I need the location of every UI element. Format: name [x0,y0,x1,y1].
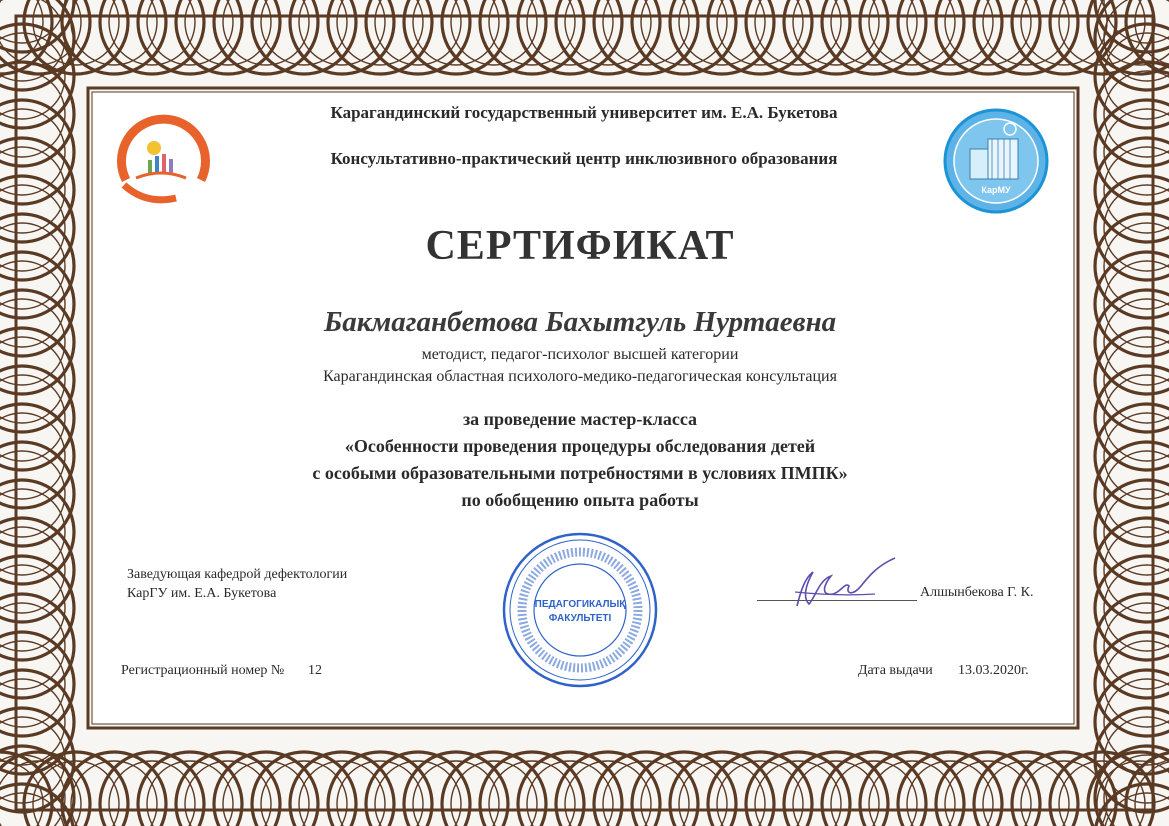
recipient-position: методист, педагог-психолог высшей категории [421,346,739,363]
certificate-title: СЕРТИФИКАТ [425,223,735,269]
faculty-stamp [500,530,660,690]
recipient-organization: Карагандинская областная психолого-медико-педагогическая консультация [323,368,837,385]
issue-date-value: 13.03.2020г. [958,663,1029,678]
reason-line-4: по обобщению опыта работы [461,490,699,510]
registration-label: Регистрационный номер № [121,663,285,678]
signatory-title-line-2: КарГУ им. Е.А. Букетова [127,586,277,601]
university-emblem [942,107,1050,215]
emblem-label: КарМУ [981,185,1011,195]
recipient-name: Бакмаганбетова Бахытгуль Нуртаевна [323,306,837,338]
stamp-text-line-1: ПЕДАГОГИКАЛЫҚ [534,599,626,610]
reason-line-2: «Особенности проведения процедуры обследования детей [344,436,816,456]
inclusive-center-logo [106,110,216,205]
reason-line-3: с особыми образовательными потребностями в условиях ПМПК» [312,463,848,483]
center-name: Консультативно-практический центр инклюзивного образования [330,149,838,168]
signatory-title-line-1: Заведующая кафедрой дефектологии [127,567,348,582]
stamp-text-line-2: ФАКУЛЬТЕТІ [548,613,612,624]
registration-number: 12 [308,663,322,678]
handwritten-signature [775,552,915,612]
reason-line-1: за проведение мастер-класса [462,409,698,429]
signatory-name: Алшынбекова Г. К. [920,585,1034,600]
university-name: Карагандинский государственный университет им. Е.А. Букетова [330,103,838,122]
issue-date-label: Дата выдачи [858,663,933,678]
